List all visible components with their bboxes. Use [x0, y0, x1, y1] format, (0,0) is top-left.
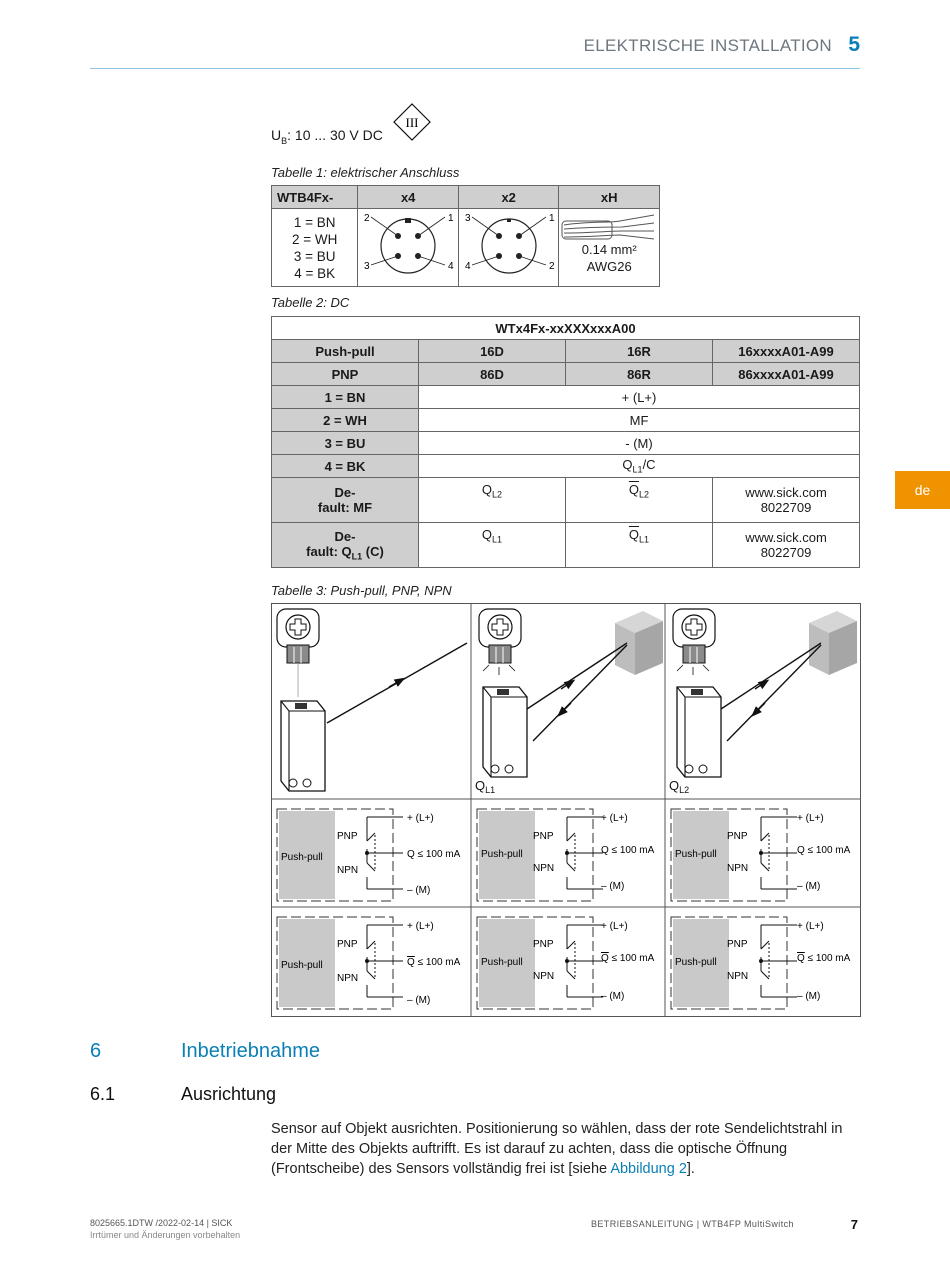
- table2-ql-ql1-inverted: $\overline{Q}_{L1}$: [566, 523, 713, 568]
- svg-text:+ (L+): + (L+): [797, 813, 824, 824]
- svg-text:– (M): – (M): [601, 881, 625, 892]
- svg-text:– (M): – (M): [407, 995, 431, 1006]
- figure-2-link[interactable]: Abbildung 2: [610, 1161, 687, 1177]
- table2-ql-website: www.sick.com 8022709: [713, 523, 860, 568]
- led-indicator-icon: [677, 665, 709, 675]
- svg-text:+ (L+): + (L+): [601, 813, 628, 824]
- section-6-1-title: Ausrichtung: [181, 1084, 277, 1104]
- svg-text:NPN: NPN: [533, 971, 555, 982]
- svg-text:– (M): – (M): [601, 991, 625, 1002]
- sensor-dial-icon: [479, 609, 521, 663]
- supply-voltage: $U_B$: 10 ... 30 V DC: [271, 127, 383, 146]
- table3-caption: Tabelle 3: Push-pull, PNP, NPN: [271, 583, 452, 598]
- svg-text:Q ≤ 100 mA: Q ≤ 100 mA: [407, 849, 461, 860]
- svg-text:NPN: NPN: [727, 971, 749, 982]
- m8-4pin-connector-icon: [359, 209, 457, 283]
- svg-text:Q ≤ 100 mA: Q ≤ 100 mA: [407, 957, 461, 968]
- table2-pin-value: + (L+): [419, 386, 860, 409]
- svg-text:Push-pull: Push-pull: [281, 852, 323, 863]
- table1-header-x4: x4: [358, 186, 459, 209]
- table2-pin-value: $Q_{L1}/C$: [419, 455, 860, 478]
- protection-class-iii-icon: [393, 103, 431, 141]
- svg-text:– (M): – (M): [797, 881, 821, 892]
- svg-text:PNP: PNP: [727, 831, 748, 842]
- svg-text:NPN: NPN: [337, 973, 359, 984]
- svg-text:PNP: PNP: [337, 939, 358, 950]
- svg-text:1: 1: [448, 213, 454, 224]
- m12-4pin-connector-icon: [460, 209, 558, 283]
- table2-title: WTx4Fx-xxXXXxxxA00: [272, 317, 860, 340]
- table2-caption: Tabelle 2: DC: [271, 295, 350, 310]
- svg-text:2: 2: [548, 261, 555, 272]
- wiring-block-qbar: [277, 917, 461, 1009]
- svg-text:NPN: NPN: [337, 865, 359, 876]
- table2-pin-value: - (M): [419, 432, 860, 455]
- svg-text:Push-pull: Push-pull: [481, 957, 523, 968]
- table1-header-x2: x2: [458, 186, 559, 209]
- svg-text:Push-pull: Push-pull: [675, 957, 717, 968]
- table2-default-mf-label: De- fault: MF: [272, 478, 419, 523]
- table2-cell: 86D: [419, 363, 566, 386]
- wiring-block-qbar: [477, 917, 655, 1009]
- table2-pin-label: 1 = BN: [272, 386, 419, 409]
- svg-text:– (M): – (M): [797, 991, 821, 1002]
- table2-cell: 86xxxxA01-A99: [713, 363, 860, 386]
- cable-icon: [560, 211, 658, 241]
- table1-header-type: WTB4Fx-: [272, 186, 358, 209]
- table2-default-ql1-label: De- fault: $Q_{L1}$ (C): [272, 523, 419, 568]
- sensor-icon: [677, 687, 721, 777]
- table2-cell: 16R: [566, 340, 713, 363]
- running-header-chapter: 5: [848, 33, 860, 56]
- section-6-1-number: 6.1: [90, 1084, 116, 1104]
- output-ql1-label: $Q_{L1}$: [475, 778, 496, 795]
- svg-text:PNP: PNP: [337, 831, 358, 842]
- table1-wire-list: 1 = BN 2 = WH 3 = BU 4 = BK: [272, 209, 358, 287]
- svg-text:4: 4: [464, 261, 471, 272]
- wiring-block-q: [477, 809, 655, 901]
- svg-text:3: 3: [464, 213, 471, 224]
- table2-row-label: PNP: [272, 363, 419, 386]
- svg-text:PNP: PNP: [533, 831, 554, 842]
- running-header-title: ELEKTRISCHE INSTALLATION: [583, 36, 832, 55]
- table3-wiring-diagram: [271, 603, 861, 1017]
- wiring-block-q: [671, 809, 851, 901]
- svg-text:4: 4: [448, 261, 454, 272]
- svg-text:Push-pull: Push-pull: [281, 960, 323, 971]
- page-number: 7: [850, 1217, 858, 1232]
- object-cube-icon: [615, 611, 663, 675]
- wiring-block-qbar: [671, 917, 851, 1009]
- table1-header-xh: xH: [559, 186, 660, 209]
- table2-cell: 86R: [566, 363, 713, 386]
- table2-mf-website: www.sick.com 8022709: [713, 478, 860, 523]
- table1: [271, 185, 660, 287]
- svg-text:PNP: PNP: [533, 939, 554, 950]
- table2-pin-value: MF: [419, 409, 860, 432]
- footer-disclaimer: Irrtümer und Änderungen vorbehalten: [90, 1230, 241, 1240]
- footer-doc-id: 8025665.1DTW /2022-02-14 | SICK: [90, 1218, 233, 1228]
- svg-text:NPN: NPN: [533, 863, 555, 874]
- svg-text:Q ≤ 100 mA: Q ≤ 100 mA: [601, 953, 655, 964]
- table2-mf-ql2-inverted: $\overline{Q}_{L2}$: [566, 478, 713, 523]
- table2-mf-ql2: $Q_{L2}$: [419, 478, 566, 523]
- footer-manual-title: BETRIEBSANLEITUNG | WTB4FP MultiSwitch: [591, 1219, 794, 1229]
- table2-pin-label: 4 = BK: [272, 455, 419, 478]
- table2-cell: 16xxxxA01-A99: [713, 340, 860, 363]
- section-6-number: 6: [90, 1040, 102, 1062]
- led-indicator-icon: [483, 665, 515, 675]
- section-6-title: Inbetriebnahme: [181, 1040, 320, 1062]
- svg-text:3: 3: [364, 261, 370, 272]
- svg-text:+ (L+): + (L+): [601, 921, 628, 932]
- sensor-dial-icon: [673, 609, 715, 663]
- sensor-icon: [483, 687, 527, 777]
- svg-text:+ (L+): + (L+): [407, 813, 434, 824]
- sensor-dial-icon: [277, 609, 319, 663]
- table1-x4-cell: [358, 209, 459, 287]
- output-ql2-label: $Q_{L2}$: [669, 778, 690, 795]
- table1-xh-cell: [559, 209, 660, 287]
- language-tab[interactable]: de: [895, 471, 950, 509]
- table1-x2-cell: [458, 209, 559, 287]
- table2-row-label: Push-pull: [272, 340, 419, 363]
- table2-pin-label: 3 = BU: [272, 432, 419, 455]
- svg-text:NPN: NPN: [727, 863, 749, 874]
- header-rule: [90, 68, 860, 69]
- protection-class-label: III: [405, 115, 419, 130]
- table2-cell: 16D: [419, 340, 566, 363]
- sensor-icon: [281, 701, 325, 791]
- cable-spec: 0.14 mm² AWG26: [581, 242, 637, 274]
- alignment-paragraph: Sensor auf Objekt ausrichten. Positionierung so wählen, dass der rote Sendelichtstrahl in der Mitte des Objekts auftrifft. Es ist darauf zu achten, dass die optische Öffnung (Frontscheibe) des Sensors vollständig frei ist [siehe Abbildung 2].: [271, 1121, 843, 1177]
- svg-text:Q ≤ 100 mA: Q ≤ 100 mA: [601, 845, 655, 856]
- svg-text:Q ≤ 100 mA: Q ≤ 100 mA: [797, 845, 851, 856]
- table2-pin-label: 2 = WH: [272, 409, 419, 432]
- svg-text:2: 2: [364, 213, 370, 224]
- svg-text:PNP: PNP: [727, 939, 748, 950]
- svg-text:1: 1: [548, 213, 555, 224]
- table2: [271, 316, 860, 568]
- svg-text:+ (L+): + (L+): [797, 921, 824, 932]
- wiring-block-q: [277, 809, 461, 901]
- svg-text:+ (L+): + (L+): [407, 921, 434, 932]
- table2-ql-ql1: $Q_{L1}$: [419, 523, 566, 568]
- object-cube-icon: [809, 611, 857, 675]
- svg-text:– (M): – (M): [407, 885, 431, 896]
- svg-text:Push-pull: Push-pull: [675, 849, 717, 860]
- svg-text:Q ≤ 100 mA: Q ≤ 100 mA: [797, 953, 851, 964]
- svg-text:Push-pull: Push-pull: [481, 849, 523, 860]
- table1-caption: Tabelle 1: elektrischer Anschluss: [271, 165, 460, 180]
